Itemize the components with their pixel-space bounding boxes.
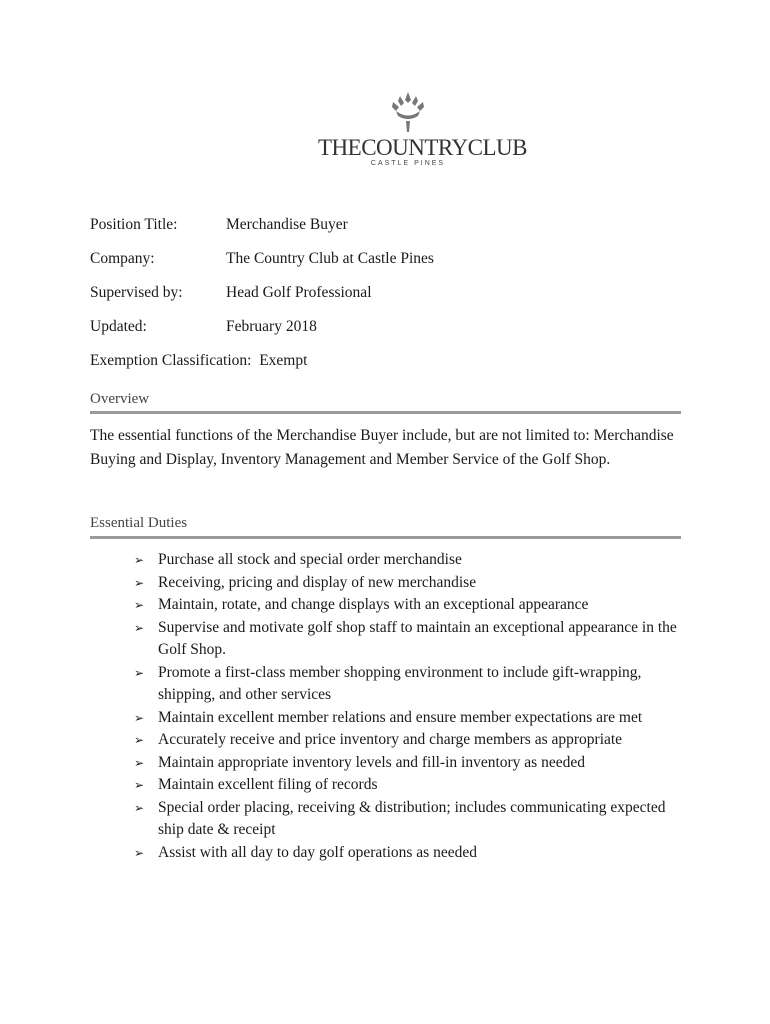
arrowhead-bullet-icon: ➢ bbox=[134, 755, 145, 770]
list-item bbox=[134, 572, 694, 595]
exemption-label: Exemption Classification: bbox=[90, 352, 252, 369]
field-value: The Country Club at Castle Pines bbox=[226, 250, 434, 267]
duty-text: Maintain excellent filing of records bbox=[158, 776, 378, 793]
supervised-by-row bbox=[90, 284, 372, 302]
section-divider bbox=[90, 411, 681, 414]
duty-text: Purchase all stock and special order merchandise bbox=[158, 551, 462, 568]
field-value: Head Golf Professional bbox=[226, 284, 372, 301]
duty-text: Supervise and motivate golf shop staff to maintain an exceptional appearance in the Golf Shop. bbox=[158, 618, 677, 658]
field-value: February 2018 bbox=[226, 318, 317, 335]
duty-text: Special order placing, receiving & distribution; includes communicating expected ship date & receipt bbox=[158, 798, 666, 838]
list-item bbox=[134, 797, 694, 842]
duty-text: Promote a first-class member shopping environment to include gift-wrapping, shipping, and other services bbox=[158, 663, 642, 703]
essential-duties-heading: Essential Duties bbox=[90, 515, 188, 531]
duty-text: Receiving, pricing and display of new merchandise bbox=[158, 573, 477, 591]
duty-text: Maintain appropriate inventory levels and fill-in inventory as needed bbox=[158, 753, 585, 771]
company-row bbox=[90, 250, 434, 268]
logo-subtitle: CASTLE PINES bbox=[370, 160, 446, 167]
field-label: Updated: bbox=[90, 318, 147, 335]
pine-tree-crest-icon bbox=[388, 90, 428, 138]
duty-text: Maintain, rotate, and change displays with an exceptional appearance bbox=[158, 596, 589, 613]
list-item bbox=[134, 774, 694, 797]
field-label: Company: bbox=[90, 250, 155, 267]
duty-text: Maintain excellent member relations and ensure member expectations are met bbox=[158, 708, 643, 726]
arrowhead-bullet-icon: ➢ bbox=[134, 845, 145, 860]
arrowhead-bullet-icon: ➢ bbox=[134, 800, 145, 815]
list-item bbox=[134, 729, 694, 752]
arrowhead-bullet-icon: ➢ bbox=[134, 733, 145, 747]
position-title-row bbox=[90, 216, 348, 234]
list-item bbox=[134, 549, 694, 572]
exemption-value: Exempt bbox=[259, 352, 308, 369]
duties-list bbox=[134, 549, 694, 864]
arrowhead-bullet-icon: ➢ bbox=[134, 710, 145, 725]
arrowhead-bullet-icon: ➢ bbox=[134, 553, 145, 567]
updated-row bbox=[90, 318, 317, 336]
logo-name: THECOUNTRYCLUB bbox=[318, 135, 527, 160]
field-value: Merchandise Buyer bbox=[226, 216, 348, 233]
overview-heading: Overview bbox=[90, 391, 150, 407]
field-label: Supervised by: bbox=[90, 284, 183, 301]
arrowhead-bullet-icon: ➢ bbox=[134, 778, 145, 792]
arrowhead-bullet-icon: ➢ bbox=[134, 620, 145, 635]
club-logo bbox=[318, 90, 527, 174]
list-item bbox=[134, 842, 694, 865]
list-item bbox=[134, 752, 694, 775]
arrowhead-bullet-icon: ➢ bbox=[134, 665, 145, 680]
arrowhead-bullet-icon: ➢ bbox=[134, 575, 145, 590]
list-item bbox=[134, 662, 694, 707]
list-item bbox=[134, 617, 694, 662]
overview-text: The essential functions of the Merchandise Buyer include, but are not limited to: Merchandise Buying and Display, Inventory Management and Member Service of the Golf Shop. bbox=[90, 427, 674, 468]
field-label: Position Title: bbox=[90, 216, 178, 233]
duty-text: Accurately receive and price inventory and charge members as appropriate bbox=[158, 731, 623, 748]
arrowhead-bullet-icon: ➢ bbox=[134, 598, 145, 612]
list-item bbox=[134, 707, 694, 730]
exemption-row bbox=[90, 352, 307, 370]
list-item bbox=[134, 594, 694, 617]
duty-text: Assist with all day to day golf operations as needed bbox=[158, 843, 477, 861]
section-divider bbox=[90, 536, 681, 539]
